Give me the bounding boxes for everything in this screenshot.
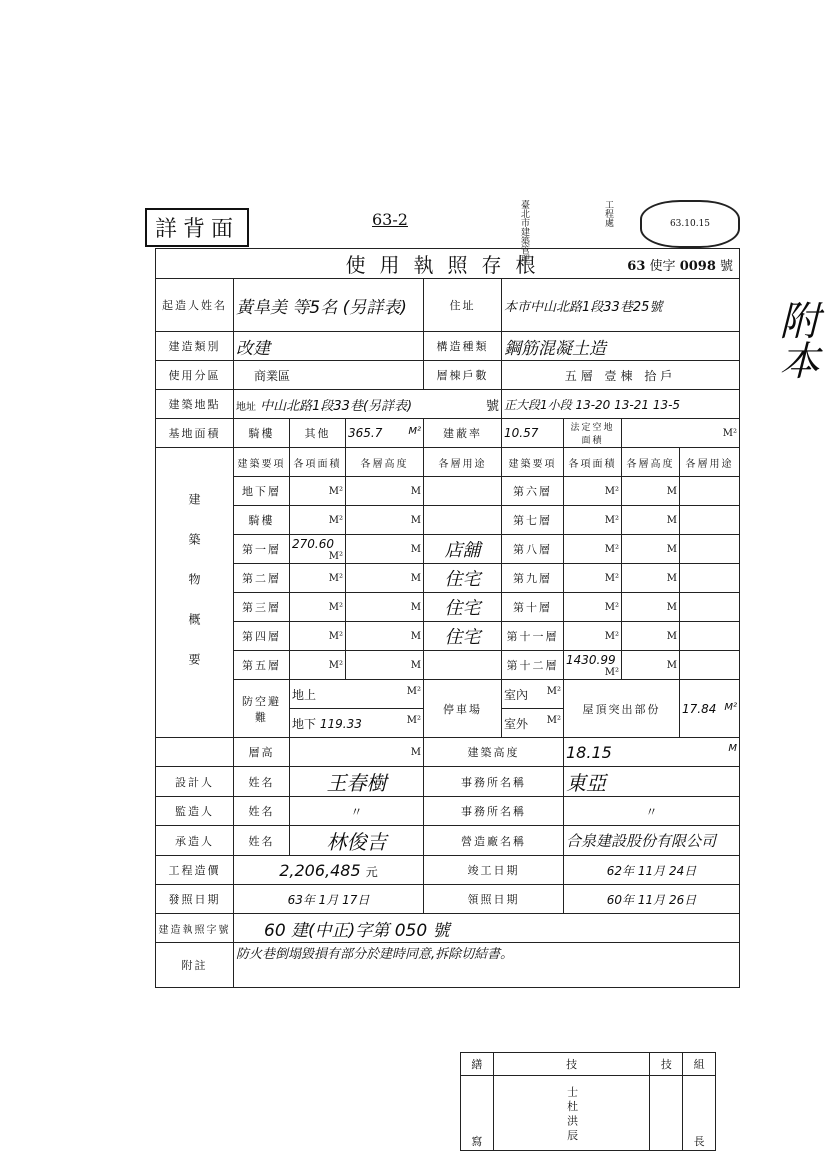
issue-label: 發照日期: [156, 885, 234, 914]
left-floor-label: 第五層: [234, 651, 290, 680]
unit-m2: M²: [328, 630, 343, 642]
receive-label: 領照日期: [424, 885, 564, 914]
right-floor-label: 第十一層: [502, 622, 564, 651]
left-floor-use: 住宅: [424, 622, 502, 651]
unit-m2: M²: [328, 550, 343, 562]
unit-m: M: [666, 485, 677, 497]
approval-cell: 士 杜 洪 辰: [493, 1076, 650, 1151]
arcade-label: 騎樓: [234, 419, 290, 448]
left-floor-use: 店舖: [424, 535, 502, 564]
left-floor-label: 第二層: [234, 564, 290, 593]
unit-m2: M²: [408, 426, 421, 437]
unit-m: M: [410, 543, 421, 555]
designer-office-label: 事務所名稱: [424, 767, 564, 797]
supervisor-office-label: 事務所名稱: [424, 797, 564, 826]
remark-label: 附註: [156, 943, 234, 988]
unit-m: M: [410, 746, 421, 758]
unit-m2: M²: [604, 514, 619, 526]
type-label: 建造類別: [156, 332, 234, 361]
other-label: 其他: [290, 419, 346, 448]
permit-label: 建造執照字號: [156, 914, 234, 943]
left-floor-label: 第一層: [234, 535, 290, 564]
right-floor-area: 1430.99: [566, 652, 616, 667]
other-value: 365.7: [348, 426, 383, 440]
col-height-left: 各層高度: [346, 448, 424, 477]
left-floor-label: 騎樓: [234, 506, 290, 535]
parking-outdoor: 室外: [504, 716, 529, 731]
license-form: [155, 248, 740, 988]
address-value: 本市中山北路1段33巷25號: [502, 279, 740, 332]
col-use-right: 各層用途: [680, 448, 740, 477]
unit-m2: M²: [604, 630, 619, 642]
complete-label: 竣工日期: [424, 856, 564, 885]
unit-m2: M²: [328, 601, 343, 613]
unit-m: M: [666, 543, 677, 555]
contractor-name-label: 姓名: [234, 826, 290, 856]
roof-value: 17.84: [682, 701, 717, 716]
address-label: 住址: [424, 279, 502, 332]
detail-back-stamp: 詳背面: [145, 208, 249, 247]
parking-label: 停車場: [424, 680, 502, 738]
left-floor-label: 第四層: [234, 622, 290, 651]
unit-m: M: [410, 514, 421, 526]
unit-m: M: [410, 630, 421, 642]
left-floor-use: [424, 506, 502, 535]
approval-cell: [650, 1076, 683, 1151]
form-title: 使用執照存根: [345, 253, 550, 277]
designer-office: 東亞: [564, 767, 740, 797]
col-area-left: 各項面積: [290, 448, 346, 477]
shelter-above: 地上: [292, 687, 317, 702]
unit-m2: M²: [328, 485, 343, 497]
unit-m2: M²: [604, 601, 619, 613]
complete-value: 62年 11月 24日: [564, 856, 740, 885]
receive-value: 60年 11月 26日: [564, 885, 740, 914]
floors-label: 層棟戶數: [424, 361, 502, 390]
cost-unit: 元: [365, 864, 378, 879]
setback-label: 建蔽率: [424, 419, 502, 448]
building-section-label: 建築物概要: [156, 448, 234, 738]
approval-col: 技: [650, 1053, 683, 1076]
left-floor-use: [424, 477, 502, 506]
unit-m: M: [410, 572, 421, 584]
right-floor-label: 第十層: [502, 593, 564, 622]
site-lot-label: 號: [485, 398, 499, 414]
left-floor-use: [424, 651, 502, 680]
designer-name: 王春樹: [290, 767, 424, 797]
remark-value: 防火巷倒塌毀損有部分於建時同意,拆除切結書。: [234, 943, 740, 988]
parking-indoor: 室內: [504, 687, 529, 702]
date-circle-stamp: 63.10.15: [640, 200, 740, 248]
roof-label: 屋頂突出部份: [564, 680, 680, 738]
col-item-left: 建築要項: [234, 448, 290, 477]
license-no-label: 使字: [649, 259, 676, 274]
type-value: 改建: [234, 332, 424, 361]
right-floor-label: 第十二層: [502, 651, 564, 680]
floors-value: 五層 壹棟 拾戶: [502, 361, 740, 390]
building-height-value: 18.15: [566, 742, 612, 762]
unit-m: M: [666, 659, 677, 671]
setback-value: 10.57: [502, 419, 564, 448]
side-handwriting: 附本: [773, 300, 819, 380]
structure-value: 鋼筋混凝土造: [502, 332, 740, 361]
builder-label: 起造人姓名: [156, 279, 234, 332]
approval-cell: 長: [683, 1076, 716, 1151]
right-floor-label: 第六層: [502, 477, 564, 506]
open-space-label: 法定空地面積: [564, 419, 622, 448]
right-floor-label: 第七層: [502, 506, 564, 535]
site-addr-label: 地址: [236, 401, 256, 413]
unit-m: M: [666, 514, 677, 526]
unit-m2: M²: [406, 714, 421, 726]
unit-m2: M²: [328, 514, 343, 526]
factory-value: 合泉建設股份有限公司: [564, 826, 740, 856]
site-lot-value: 正大段1小段 13-20 13-21 13-5: [502, 390, 740, 419]
left-floor-use: 住宅: [424, 593, 502, 622]
cost-value: 2,206,485: [279, 860, 361, 880]
col-height-right: 各層高度: [622, 448, 680, 477]
unit-m: M: [410, 659, 421, 671]
unit-m2: M²: [546, 685, 561, 697]
designer-name-label: 姓名: [234, 767, 290, 797]
right-floor-label: 第九層: [502, 564, 564, 593]
approval-col: 組: [683, 1053, 716, 1076]
approval-box: [460, 1052, 716, 1151]
supervisor-name-label: 姓名: [234, 797, 290, 826]
left-floor-label: 第三層: [234, 593, 290, 622]
supervisor-office: 〃: [564, 797, 740, 826]
building-height-label: 建築高度: [424, 738, 564, 767]
approval-cell: 寫: [461, 1076, 494, 1151]
unit-m2: M²: [546, 714, 561, 726]
approval-col: 技: [493, 1053, 650, 1076]
left-floor-area: 270.60: [292, 536, 334, 551]
contractor-label: 承造人: [156, 826, 234, 856]
open-space-unit: M²: [722, 427, 738, 439]
col-area-right: 各項面積: [564, 448, 622, 477]
side-note-1: 臺北市建築管理: [519, 200, 529, 263]
unit-m2: M²: [604, 485, 619, 497]
approval-col: 繕: [461, 1053, 494, 1076]
col-use-left: 各層用途: [424, 448, 502, 477]
issue-value: 63年 1月 17日: [234, 885, 424, 914]
unit-m2: M²: [604, 572, 619, 584]
structure-label: 構造種類: [424, 332, 502, 361]
builder-name: 黃阜美 等5名 (另詳表): [234, 279, 424, 332]
license-year: 63: [627, 259, 646, 274]
unit-m: M: [666, 601, 677, 613]
supervisor-label: 監造人: [156, 797, 234, 826]
floor-height-label: 層高: [234, 738, 290, 767]
unit-m: M: [728, 742, 738, 754]
left-floor-label: 地下層: [234, 477, 290, 506]
unit-m2: M²: [328, 572, 343, 584]
unit-m2: M²: [724, 701, 738, 713]
col-item-right: 建築要項: [502, 448, 564, 477]
unit-m: M: [666, 630, 677, 642]
unit-m: M: [410, 485, 421, 497]
form-code: 63-2: [372, 210, 408, 229]
factory-label: 營造廠名稱: [424, 826, 564, 856]
designer-label: 設計人: [156, 767, 234, 797]
shelter-label: 防空避難: [234, 680, 290, 738]
zone-label: 使用分區: [156, 361, 234, 390]
permit-value: 60 建(中正)字第 050 號: [234, 914, 740, 943]
shelter-below-value: 119.33: [319, 716, 362, 731]
site-label: 建築地點: [156, 390, 234, 419]
unit-m2: M²: [604, 666, 619, 678]
cost-label: 工程造價: [156, 856, 234, 885]
shelter-below: 地下: [292, 716, 317, 731]
left-floor-use: 住宅: [424, 564, 502, 593]
area-label: 基地面積: [156, 419, 234, 448]
license-suffix: 號: [720, 259, 734, 274]
unit-m: M: [666, 572, 677, 584]
side-note-2: 工程處: [603, 200, 613, 227]
site-addr-value: 中山北路1段33巷(另詳表): [260, 398, 413, 414]
zone-value: 商業區: [234, 361, 424, 390]
license-no: 0098: [679, 259, 716, 274]
supervisor-name: 〃: [290, 797, 424, 826]
right-floor-label: 第八層: [502, 535, 564, 564]
contractor-name: 林俊吉: [290, 826, 424, 856]
unit-m2: M²: [604, 543, 619, 555]
unit-m2: M²: [328, 659, 343, 671]
unit-m: M: [410, 601, 421, 613]
unit-m2: M²: [406, 685, 421, 697]
